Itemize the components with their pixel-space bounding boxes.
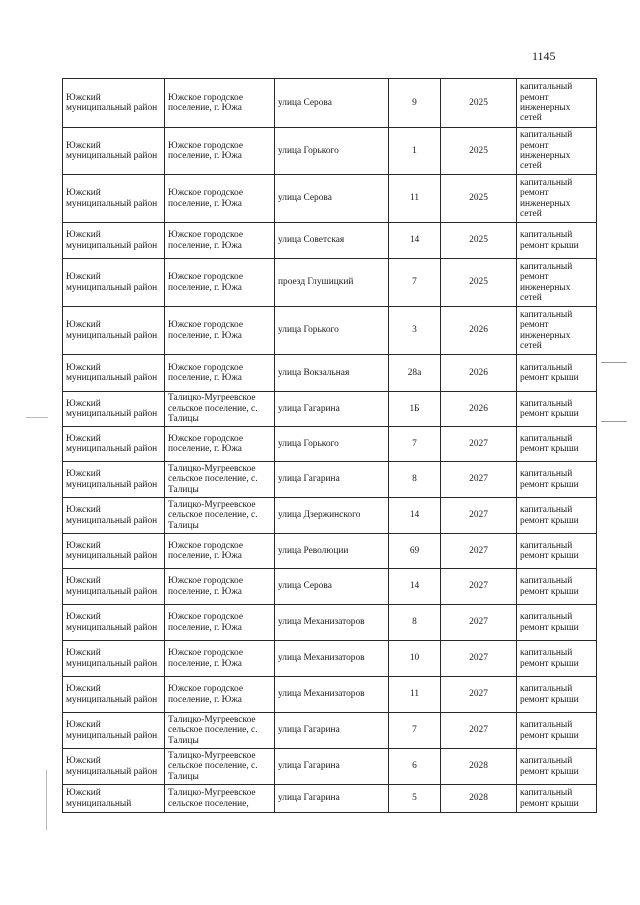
margin-mark-right-1 bbox=[601, 362, 627, 363]
house-number-cell: 8 bbox=[389, 605, 441, 641]
work-type-cell: капитальный ремонт крыши bbox=[517, 605, 597, 641]
settlement-cell: Южское городское поселение, г. Южа bbox=[165, 307, 275, 355]
district-cell: Южский муниципальный район bbox=[63, 223, 165, 259]
district-cell: Южский муниципальный район bbox=[63, 713, 165, 749]
house-number-cell: 14 bbox=[389, 498, 441, 534]
work-type-cell: капитальный ремонт инженерных сетей bbox=[517, 175, 597, 223]
district-cell: Южский муниципальный район bbox=[63, 307, 165, 355]
table-row bbox=[63, 175, 597, 223]
house-number-cell: 1 bbox=[389, 128, 441, 175]
district-cell: Южский муниципальный район bbox=[63, 128, 165, 175]
house-number-cell: 5 bbox=[389, 785, 441, 813]
house-number-cell: 7 bbox=[389, 713, 441, 749]
house-number-cell: 7 bbox=[389, 259, 441, 307]
margin-mark-right-2 bbox=[601, 421, 627, 422]
settlement-cell: Южское городское поселение, г. Южа bbox=[165, 175, 275, 223]
street-cell: улица Серова bbox=[275, 569, 389, 605]
settlement-cell: Южское городское поселение, г. Южа bbox=[165, 427, 275, 462]
table-row bbox=[63, 355, 597, 392]
table-row bbox=[63, 569, 597, 605]
settlement-cell: Талицко-Мугреевское сельское поселение, с. Талицы bbox=[165, 392, 275, 427]
house-number-cell: 28а bbox=[389, 355, 441, 392]
year-cell: 2025 bbox=[441, 175, 517, 223]
work-type-cell: капитальный ремонт крыши bbox=[517, 223, 597, 259]
year-cell: 2027 bbox=[441, 498, 517, 534]
street-cell: улица Горького bbox=[275, 427, 389, 462]
street-cell: улица Гагарина bbox=[275, 462, 389, 498]
district-cell: Южский муниципальный район bbox=[63, 392, 165, 427]
year-cell: 2025 bbox=[441, 128, 517, 175]
year-cell: 2027 bbox=[441, 427, 517, 462]
year-cell: 2027 bbox=[441, 641, 517, 677]
year-cell: 2025 bbox=[441, 223, 517, 259]
settlement-cell: Южское городское поселение, г. Южа bbox=[165, 605, 275, 641]
house-number-cell: 9 bbox=[389, 79, 441, 128]
district-cell: Южский муниципальный район bbox=[63, 605, 165, 641]
year-cell: 2027 bbox=[441, 605, 517, 641]
street-cell: улица Горького bbox=[275, 128, 389, 175]
settlement-cell: Талицко-Мугреевское сельское поселение, с. Талицы bbox=[165, 713, 275, 749]
work-type-cell: капитальный ремонт крыши bbox=[517, 392, 597, 427]
work-type-cell: капитальный ремонт крыши bbox=[517, 677, 597, 713]
house-number-cell: 10 bbox=[389, 641, 441, 677]
street-cell: улица Гагарина bbox=[275, 713, 389, 749]
table-row bbox=[63, 223, 597, 259]
work-type-cell: капитальный ремонт инженерных сетей bbox=[517, 307, 597, 355]
work-type-cell: капитальный ремонт крыши bbox=[517, 534, 597, 569]
margin-mark-left bbox=[26, 417, 48, 418]
year-cell: 2026 bbox=[441, 355, 517, 392]
district-cell: Южский муниципальный район bbox=[63, 569, 165, 605]
district-cell: Южский муниципальный район bbox=[63, 641, 165, 677]
settlement-cell: Южское городское поселение, г. Южа bbox=[165, 355, 275, 392]
district-cell: Южский муниципальный район bbox=[63, 355, 165, 392]
year-cell: 2025 bbox=[441, 259, 517, 307]
district-cell: Южский муниципальный район bbox=[63, 79, 165, 128]
table-row bbox=[63, 677, 597, 713]
street-cell: улица Серова bbox=[275, 79, 389, 128]
table-row bbox=[63, 259, 597, 307]
settlement-cell: Талицко-Мугреевское сельское поселение, с. Талицы bbox=[165, 462, 275, 498]
district-cell: Южский муниципальный район bbox=[63, 498, 165, 534]
street-cell: улица Механизаторов bbox=[275, 605, 389, 641]
street-cell: улица Революции bbox=[275, 534, 389, 569]
street-cell: улица Советская bbox=[275, 223, 389, 259]
work-type-cell: капитальный ремонт крыши bbox=[517, 462, 597, 498]
street-cell: улица Механизаторов bbox=[275, 677, 389, 713]
house-number-cell: 69 bbox=[389, 534, 441, 569]
settlement-cell: Южское городское поселение, г. Южа bbox=[165, 79, 275, 128]
street-cell: улица Серова bbox=[275, 175, 389, 223]
year-cell: 2027 bbox=[441, 462, 517, 498]
page-number: 1145 bbox=[532, 49, 556, 63]
settlement-cell: Южское городское поселение, г. Южа bbox=[165, 569, 275, 605]
house-number-cell: 1Б bbox=[389, 392, 441, 427]
year-cell: 2027 bbox=[441, 677, 517, 713]
year-cell: 2027 bbox=[441, 569, 517, 605]
house-number-cell: 11 bbox=[389, 175, 441, 223]
settlement-cell: Южское городское поселение, г. Южа bbox=[165, 641, 275, 677]
street-cell: улица Горького bbox=[275, 307, 389, 355]
street-cell: улица Гагарина bbox=[275, 749, 389, 785]
work-type-cell: капитальный ремонт инженерных сетей bbox=[517, 79, 597, 128]
district-cell: Южский муниципальный район bbox=[63, 534, 165, 569]
street-cell: улица Гагарина bbox=[275, 392, 389, 427]
district-cell: Южский муниципальный район bbox=[63, 749, 165, 785]
work-type-cell: капитальный ремонт крыши bbox=[517, 569, 597, 605]
street-cell: проезд Глушицкий bbox=[275, 259, 389, 307]
housing-repair-table bbox=[62, 78, 597, 813]
house-number-cell: 7 bbox=[389, 427, 441, 462]
district-cell: Южский муниципальный район bbox=[63, 175, 165, 223]
table-row bbox=[63, 785, 597, 813]
street-cell: улица Дзержинского bbox=[275, 498, 389, 534]
table-row bbox=[63, 498, 597, 534]
year-cell: 2027 bbox=[441, 534, 517, 569]
table-row bbox=[63, 462, 597, 498]
house-number-cell: 14 bbox=[389, 223, 441, 259]
work-type-cell: капитальный ремонт крыши bbox=[517, 749, 597, 785]
house-number-cell: 8 bbox=[389, 462, 441, 498]
settlement-cell: Талицко-Мугреевское сельское поселение, с. Талицы bbox=[165, 498, 275, 534]
work-type-cell: капитальный ремонт крыши bbox=[517, 427, 597, 462]
table-row bbox=[63, 534, 597, 569]
table-row bbox=[63, 79, 597, 128]
margin-mark-left-vertical bbox=[46, 770, 47, 830]
house-number-cell: 11 bbox=[389, 677, 441, 713]
work-type-cell: капитальный ремонт крыши bbox=[517, 498, 597, 534]
work-type-cell: капитальный ремонт крыши bbox=[517, 713, 597, 749]
district-cell: Южский муниципальный район bbox=[63, 462, 165, 498]
district-cell: Южский муниципальный bbox=[63, 785, 165, 813]
work-type-cell: капитальный ремонт крыши bbox=[517, 785, 597, 813]
settlement-cell: Южское городское поселение, г. Южа bbox=[165, 534, 275, 569]
street-cell: улица Вокзальная bbox=[275, 355, 389, 392]
district-cell: Южский муниципальный район bbox=[63, 427, 165, 462]
settlement-cell: Южское городское поселение, г. Южа bbox=[165, 128, 275, 175]
house-number-cell: 3 bbox=[389, 307, 441, 355]
year-cell: 2028 bbox=[441, 785, 517, 813]
settlement-cell: Талицко-Мугреевское сельское поселение, bbox=[165, 785, 275, 813]
year-cell: 2026 bbox=[441, 392, 517, 427]
year-cell: 2027 bbox=[441, 713, 517, 749]
settlement-cell: Южское городское поселение, г. Южа bbox=[165, 223, 275, 259]
street-cell: улица Гагарина bbox=[275, 785, 389, 813]
settlement-cell: Южское городское поселение, г. Южа bbox=[165, 259, 275, 307]
settlement-cell: Южское городское поселение, г. Южа bbox=[165, 677, 275, 713]
work-type-cell: капитальный ремонт крыши bbox=[517, 355, 597, 392]
table-body bbox=[63, 79, 597, 813]
table-row bbox=[63, 713, 597, 749]
year-cell: 2026 bbox=[441, 307, 517, 355]
work-type-cell: капитальный ремонт инженерных сетей bbox=[517, 128, 597, 175]
table-row bbox=[63, 128, 597, 175]
work-type-cell: капитальный ремонт инженерных сетей bbox=[517, 259, 597, 307]
table-row bbox=[63, 392, 597, 427]
house-number-cell: 6 bbox=[389, 749, 441, 785]
table-row bbox=[63, 641, 597, 677]
district-cell: Южский муниципальный район bbox=[63, 259, 165, 307]
table-row bbox=[63, 427, 597, 462]
table-row bbox=[63, 605, 597, 641]
settlement-cell: Талицко-Мугреевское сельское поселение, с. Талицы bbox=[165, 749, 275, 785]
street-cell: улица Механизаторов bbox=[275, 641, 389, 677]
work-type-cell: капитальный ремонт крыши bbox=[517, 641, 597, 677]
year-cell: 2028 bbox=[441, 749, 517, 785]
year-cell: 2025 bbox=[441, 79, 517, 128]
table-row bbox=[63, 307, 597, 355]
district-cell: Южский муниципальный район bbox=[63, 677, 165, 713]
table-row bbox=[63, 749, 597, 785]
house-number-cell: 14 bbox=[389, 569, 441, 605]
